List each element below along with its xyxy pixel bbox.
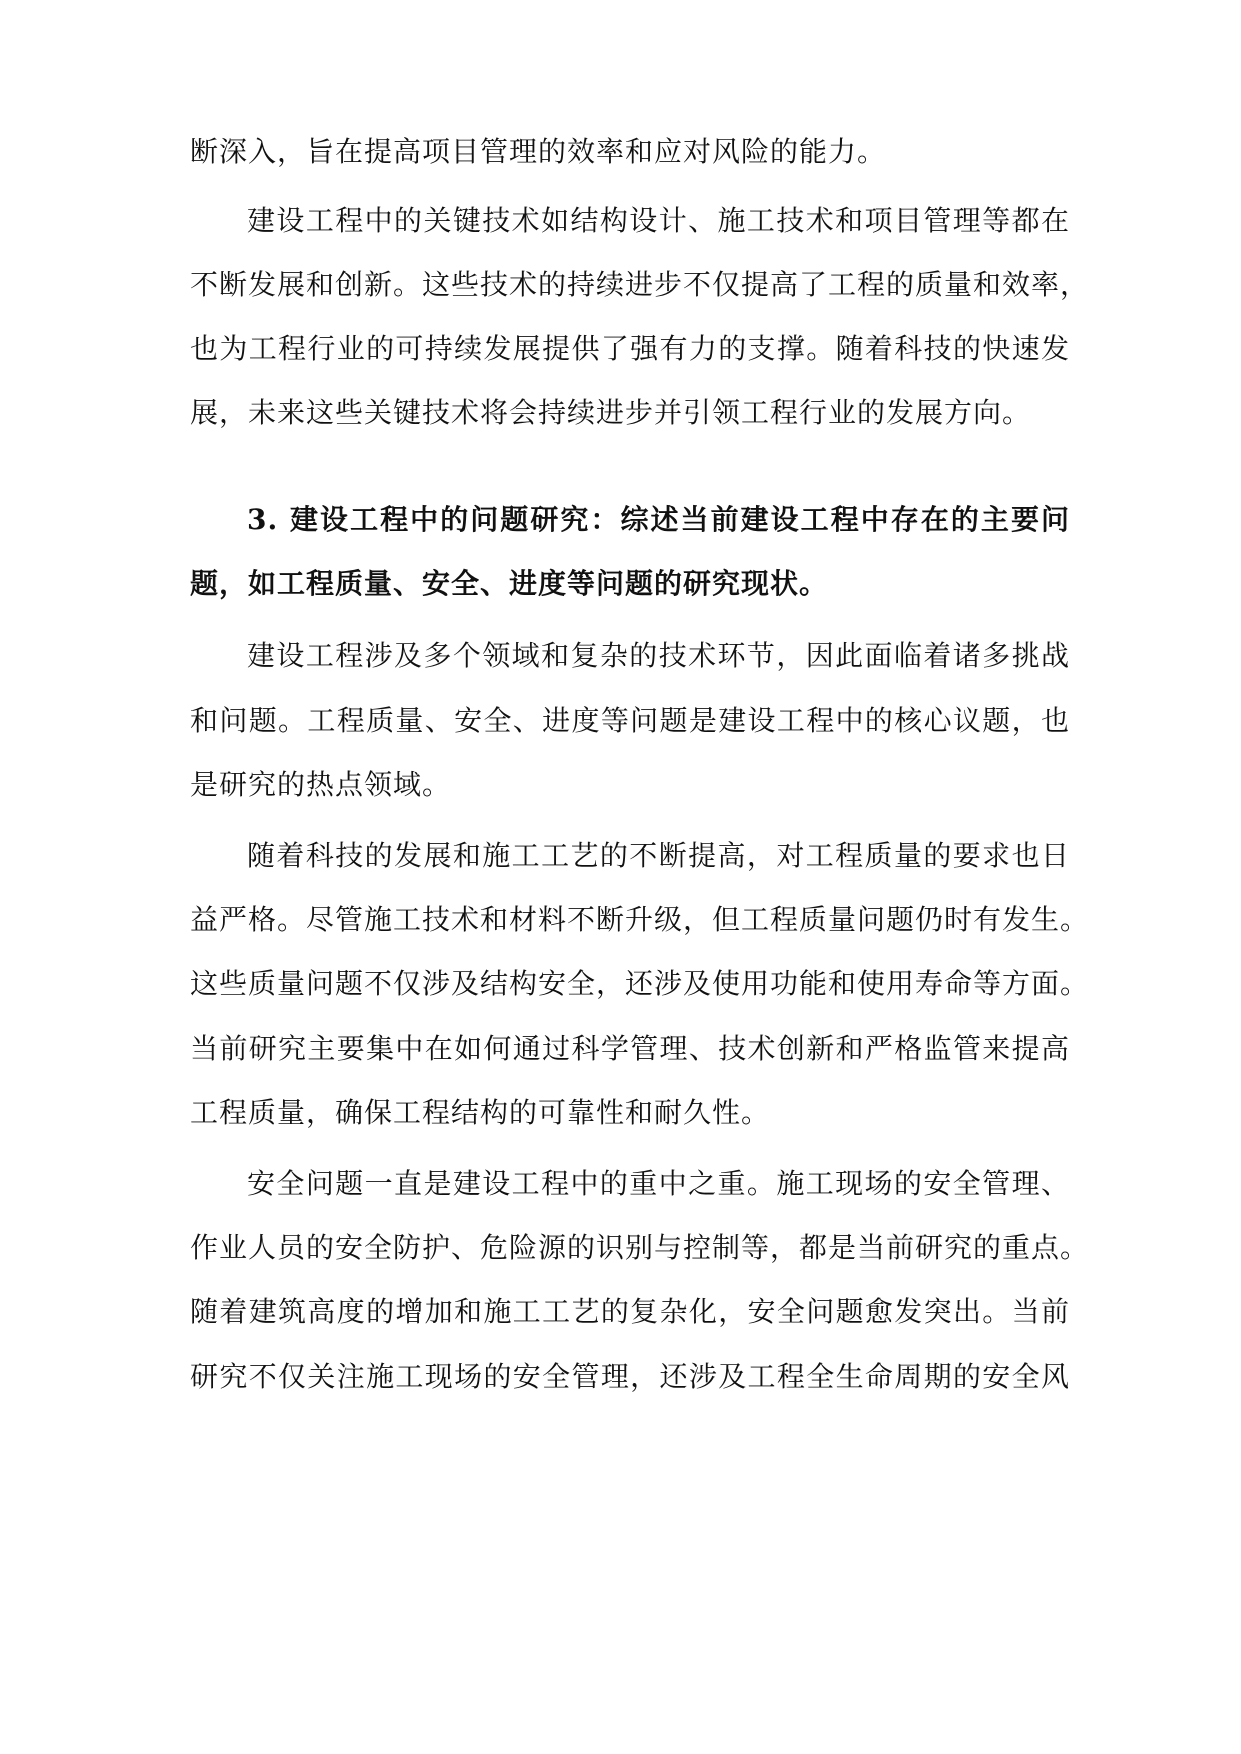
- section-heading-line: 3. 建设工程中的问题研究：综述当前建设工程中存在的主要问: [247, 503, 1070, 536]
- paragraph-line: 作业人员的安全防护、危险源的识别与控制等，都是当前研究的重点。: [190, 1231, 1090, 1264]
- paragraph-line: 建设工程涉及多个领域和复杂的技术环节，因此面临着诸多挑战: [247, 639, 1070, 672]
- paragraph-line: 随着科技的发展和施工工艺的不断提高，对工程质量的要求也日: [247, 839, 1070, 872]
- paragraph-line: 不断发展和创新。这些技术的持续进步不仅提高了工程的质量和效率，: [190, 268, 1090, 301]
- paragraph-line: 当前研究主要集中在如何通过科学管理、技术创新和严格监管来提高: [190, 1032, 1070, 1065]
- paragraph-line: 益严格。尽管施工技术和材料不断升级，但工程质量问题仍时有发生。: [190, 903, 1090, 936]
- paragraph-line: 是研究的热点领域。: [190, 768, 452, 801]
- section-heading-line: 题，如工程质量、安全、进度等问题的研究现状。: [190, 567, 829, 600]
- paragraph-line: 展，未来这些关键技术将会持续进步并引领工程行业的发展方向。: [190, 396, 1032, 429]
- paragraph-line: 安全问题一直是建设工程中的重中之重。施工现场的安全管理、: [247, 1167, 1070, 1200]
- paragraph-line: 随着建筑高度的增加和施工工艺的复杂化，安全问题愈发突出。当前: [190, 1295, 1070, 1328]
- paragraph-line: 也为工程行业的可持续发展提供了强有力的支撑。随着科技的快速发: [190, 332, 1070, 365]
- paragraph-continuation-line: 断深入，旨在提高项目管理的效率和应对风险的能力。: [190, 135, 887, 168]
- paragraph-line: 这些质量问题不仅涉及结构安全，还涉及使用功能和使用寿命等方面。: [190, 967, 1090, 1000]
- paragraph-line: 建设工程中的关键技术如结构设计、施工技术和项目管理等都在: [247, 204, 1070, 237]
- paragraph-line: 和问题。工程质量、安全、进度等问题是建设工程中的核心议题，也: [190, 704, 1070, 737]
- paragraph-line: 研究不仅关注施工现场的安全管理，还涉及工程全生命周期的安全风: [190, 1360, 1070, 1393]
- paragraph-line: 工程质量，确保工程结构的可靠性和耐久性。: [190, 1096, 771, 1129]
